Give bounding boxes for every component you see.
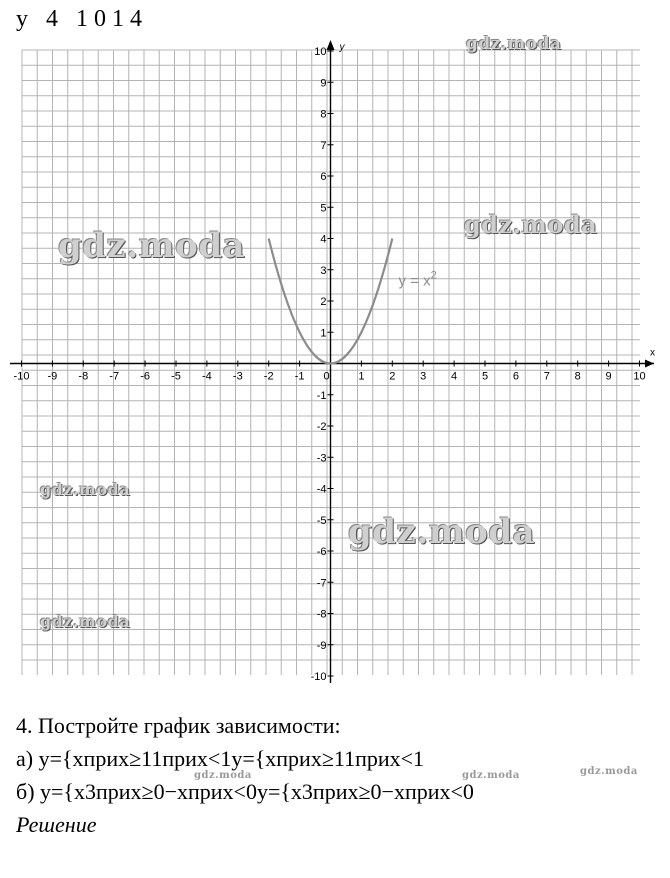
watermark: gdz.moda [40,612,131,631]
x-tick-label: 10 [633,370,646,383]
watermark: gdz.moda [194,770,252,781]
y-axis-arrow [327,40,335,50]
x-tick-label: -7 [109,370,120,383]
watermark: gdz.moda [58,226,246,266]
x-tick-label: -4 [202,370,212,383]
task-item-a: а) y={xприх≥11прих<1y={xприх≥11прих<1 [16,746,425,771]
y-tick-label: -3 [316,452,327,465]
y-axis-label: y [339,42,345,53]
x-tick-label: 7 [543,370,550,383]
x-tick-label: 2 [389,370,396,383]
y-tick-label: 1 [320,327,327,340]
watermark: gdz.moda [40,480,131,499]
y-tick-label: 9 [320,77,327,90]
y-tick-label: 5 [320,202,327,215]
curve-label: $y = x^2$ [398,269,437,290]
y-tick-label: -9 [316,639,327,652]
y-tick-label: 10 [314,46,327,58]
x-tick-label: -3 [232,370,243,383]
x-tick-label: 8 [574,370,581,383]
watermark: gdz.moda [348,512,536,552]
watermark: gdz.moda [462,770,520,781]
x-tick-label: 1 [358,370,365,383]
watermark: gdz.moda [464,210,598,239]
x-tick-label: 0 [323,370,330,383]
y-tick-label: 2 [320,296,327,308]
x-tick-label: -6 [140,370,150,383]
y-tick-label: 6 [320,171,327,183]
x-axis-label: x [650,347,655,359]
y-tick-label: -8 [316,608,327,621]
x-tick-label: -10 [13,370,30,383]
x-tick-label: -5 [171,370,181,383]
x-tick-label: 9 [605,370,612,383]
solution-label: Решение [16,812,97,837]
y-tick-label: 8 [320,108,327,121]
y-tick-label: 3 [320,264,327,277]
x-tick-label: -8 [78,370,89,383]
y-tick-label: 7 [320,139,327,152]
x-tick-label: 6 [512,370,519,383]
y-tick-label: 4 [320,233,327,246]
task-heading: 4. Постройте график зависимости: [16,713,341,738]
x-tick-label: 5 [481,370,489,383]
y-tick-label: -5 [316,514,327,527]
x-tick-label: -9 [47,370,58,383]
y-tick-label: -6 [316,546,327,558]
x-tick-label: 4 [451,370,458,383]
watermark: gdz.moda [580,766,638,777]
task-item-b: б) y={x3прих≥0−xприх<0y={x3прих≥0−xприх<0 [16,779,474,804]
y-tick-label: -4 [316,483,327,496]
page-title: у 4 1014 [16,6,148,32]
y-tick-label: -10 [310,671,327,683]
x-tick-label: -1 [294,370,305,383]
y-tick-label: -2 [316,421,327,433]
y-tick-label: -1 [316,389,327,402]
x-tick-label: 3 [420,370,427,383]
y-tick-label: -7 [316,577,327,590]
watermark: gdz.moda [466,34,562,54]
coordinate-plane-chart [0,30,670,690]
x-axis-arrow [645,360,654,368]
x-tick-label: -2 [263,370,274,383]
